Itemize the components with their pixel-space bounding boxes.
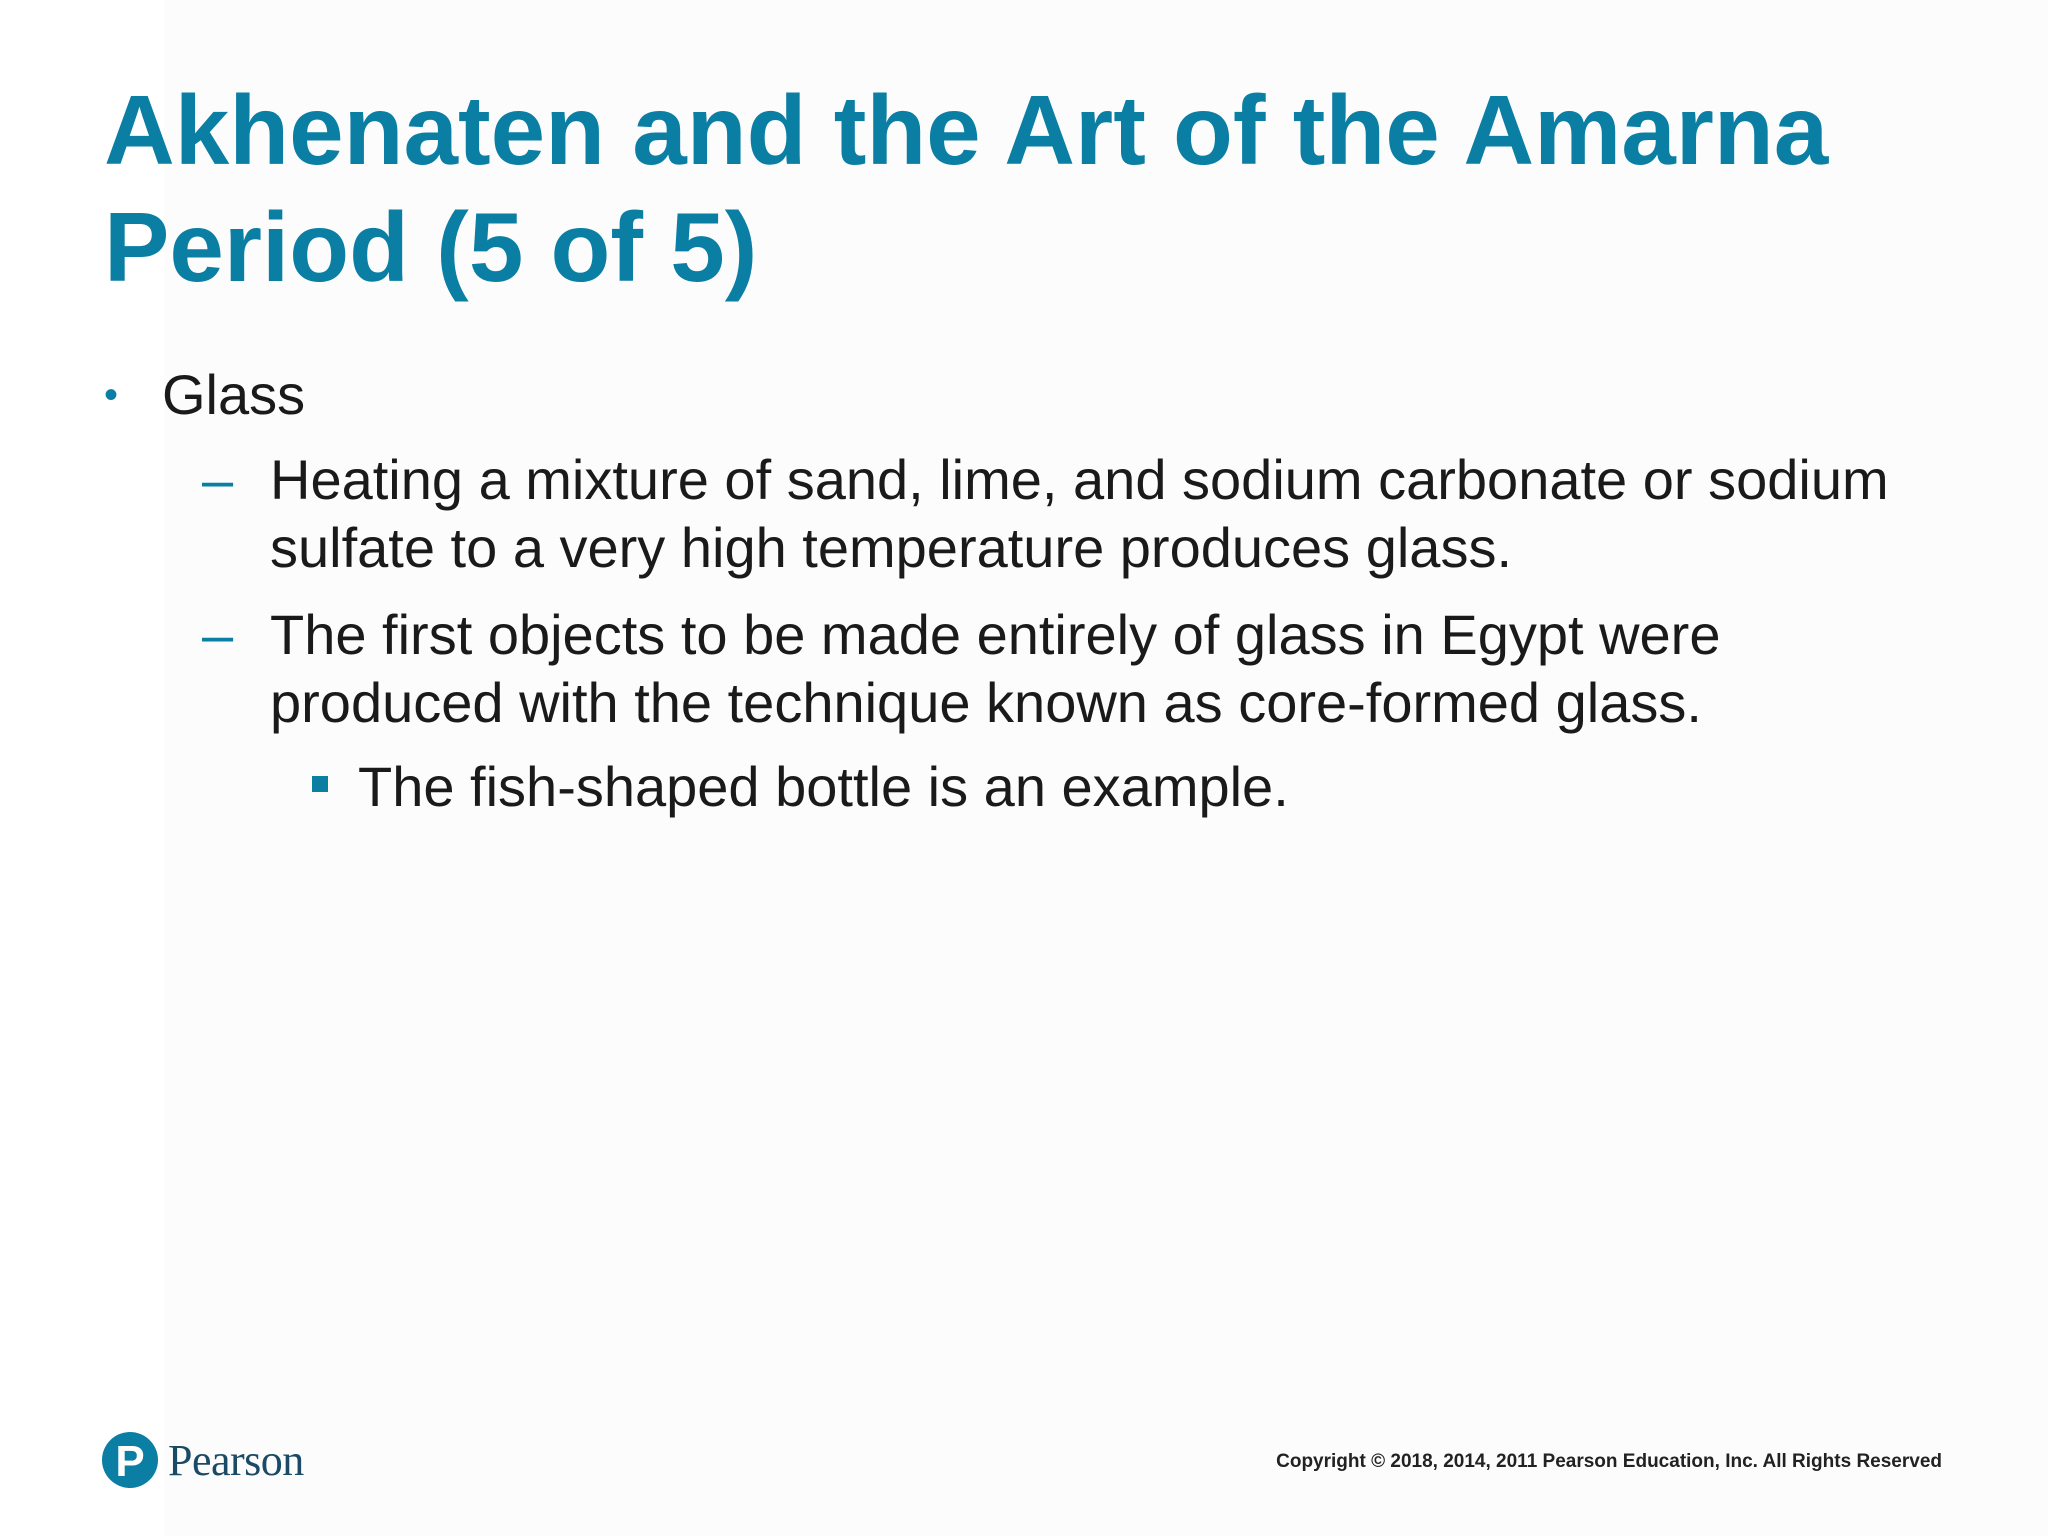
bullet-level1 (104, 362, 1944, 428)
copyright-notice: Copyright © 2018, 2014, 2011 Pearson Education, Inc. All Rights Reserved (1276, 1451, 1942, 1472)
bullet-level1-text: Glass (162, 363, 306, 426)
bullet-level2-first-text: Heating a mixture of sand, lime, and sodium carbonate or sodium sulfate to a very high temperature produces glass. (270, 448, 1889, 579)
dash-bullet-icon: – (202, 448, 234, 511)
bullet-level2-second (202, 601, 1952, 737)
bullet-level3 (308, 754, 1948, 820)
dash-bullet-icon: – (202, 603, 234, 666)
bullet-level3-text: The fish-shaped bottle is an example. (358, 755, 1289, 818)
pearson-logo (102, 1428, 304, 1492)
slide-title: Akhenaten and the Art of the Amarna Period (5 of 5) (104, 75, 1829, 302)
bullet-level2-second-text: The first objects to be made entirely of glass in Egypt were produced with the technique known as core-formed glass. (270, 603, 1721, 734)
bullet-level2-first (202, 446, 1952, 582)
square-bullet-icon (312, 776, 328, 792)
dot-bullet-icon: • (104, 373, 119, 417)
pearson-wordmark: Pearson (168, 1435, 304, 1485)
pearson-logo-icon: P (102, 1432, 158, 1488)
